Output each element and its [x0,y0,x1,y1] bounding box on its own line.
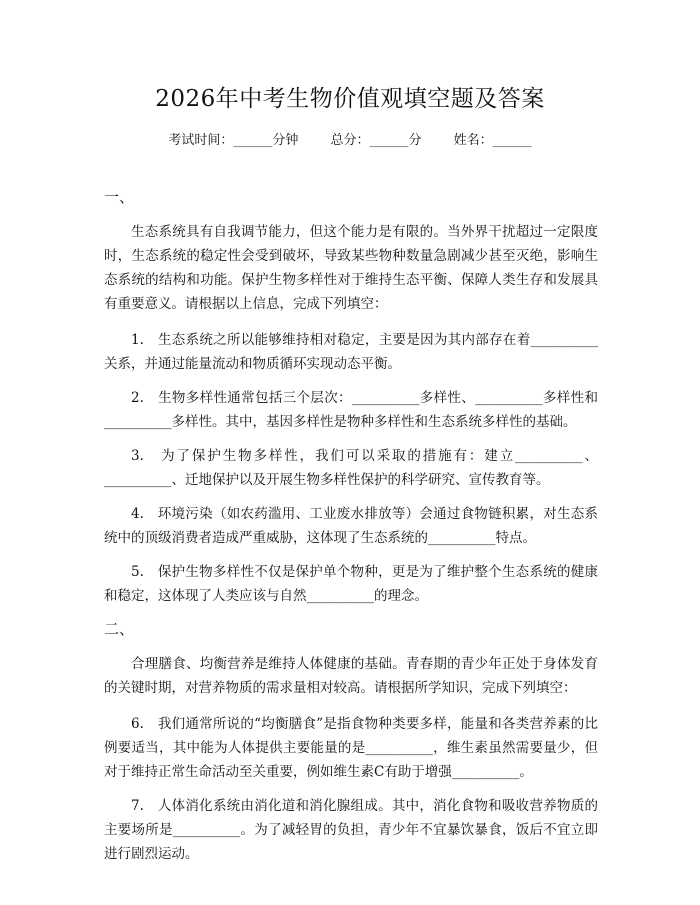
question-1: 1. 生态系统之所以能够维持相对稳定，主要是因为其内部存在着__________关系，并通过能量流动和物质循环实现动态平衡。 [104,332,598,372]
section-heading: 二、 [104,620,135,638]
section-heading: 一、 [104,188,135,206]
student-name-field: 姓名：______ [453,133,532,148]
section-intro: 生态系统具有自我调节能力，但这个能力是有限的。当外界干扰超过一定限度时，生态系统的稳定性会受到破坏，导致某些物种数量急剧减少甚至灭绝，影响生态系统的结构和功能。保护生物多样性对于维持生态平衡、保障人类生存和发展具有重要意义。请根据以上信息，完成下列填空： [104,224,598,312]
question-4: 4. 环境污染（如农药滥用、工业废水排放等）会通过食物链积累，对生态系统中的顶级消费者造成严重威胁，这体现了生态系统的__________特点。 [104,506,598,546]
exam-meta [0,131,700,151]
section-2 [104,618,598,866]
exam-time-field: 考试时间：______分钟 [168,133,299,148]
section-intro: 合理膳食、均衡营养是维持人体健康的基础。青春期的青少年正处于身体发育的关键时期，对营养物质的需求量相对较高。请根据所学知识，完成下列填空： [104,656,598,696]
document-title: 2026年中考生物价值观填空题及答案 [155,86,545,112]
document-body [104,186,598,876]
question-6: 6. 我们通常所说的“均衡膳食”是指食物种类要多样，能量和各类营养素的比例要适当，其中能为人体提供主要能量的是__________，维生素虽然需要量少，但对于维持正常生命活动至关重要，例如维生素C有助于增强__________。 [104,716,598,780]
question-5: 5. 保护生物多样性不仅是保护单个物种，更是为了维护整个生态系统的健康和稳定，这体现了人类应该与自然__________的理念。 [104,564,598,604]
question-3: 3. 为了保护生物多样性，我们可以采取的措施有：建立__________、__________、迁地保护以及开展生物多样性保护的科学研究、宣传教育等。 [104,448,598,488]
question-2: 2. 生物多样性通常包括三个层次：__________多样性、__________多样性和__________多样性。其中，基因多样性是物种多样性和生态系统多样性的基础。 [104,390,598,430]
total-score-field: 总分：______分 [330,133,422,148]
question-7: 7. 人体消化系统由消化道和消化腺组成。其中，消化食物和吸收营养物质的主要场所是__________。为了减轻胃的负担，青少年不宜暴饮暴食，饭后不宜立即进行剧烈运动。 [104,798,598,862]
section-1 [104,186,598,608]
